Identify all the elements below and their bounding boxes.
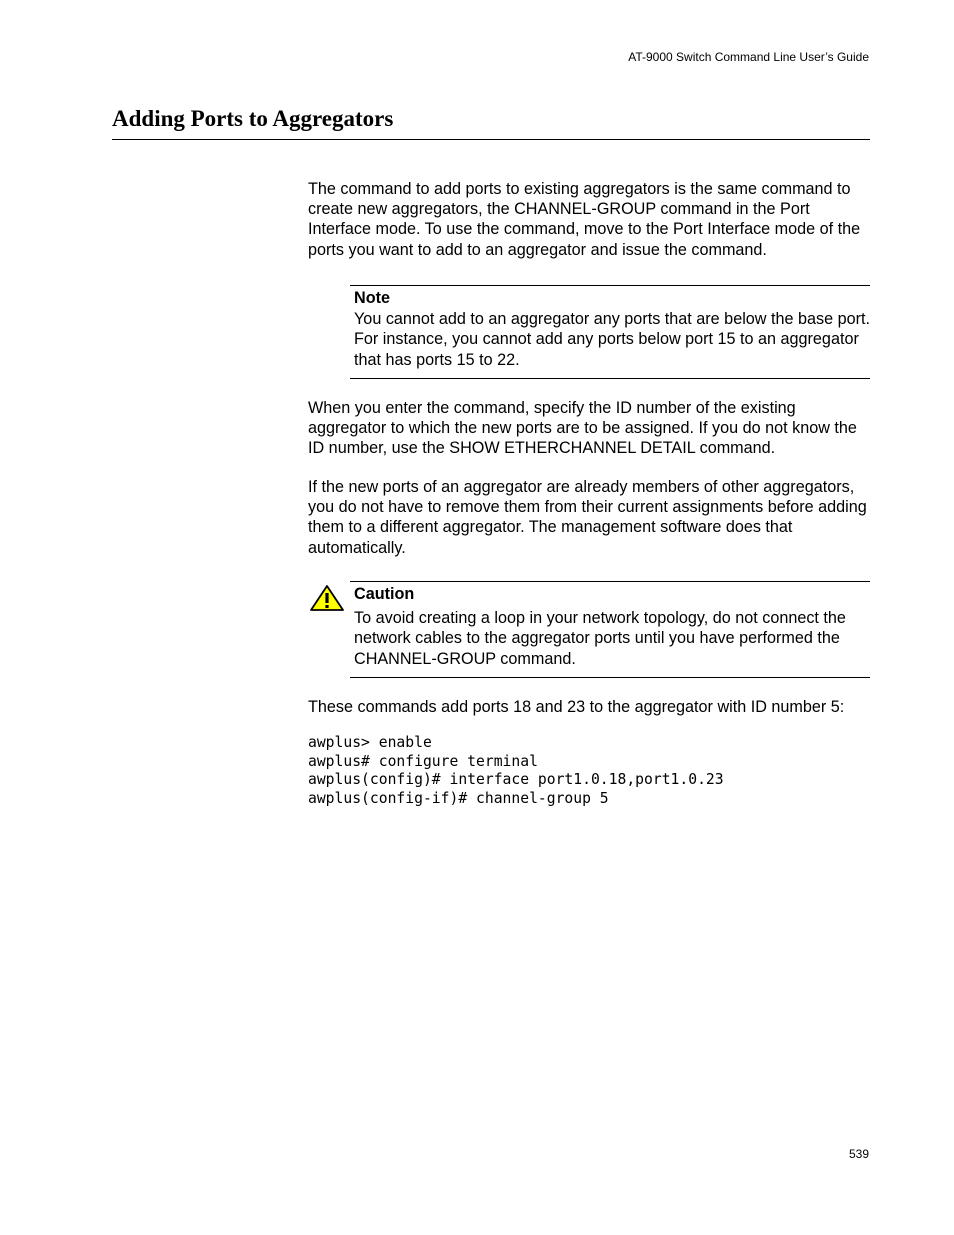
- specify-id-paragraph: When you enter the command, specify the ID number of the existing aggregator to which the new ports are to be assigned. If you do not know the ID number, use the SHOW ETHERCHANNEL DETAIL command.: [308, 399, 857, 458]
- page-number: 539: [848, 1147, 869, 1161]
- note-heading: Note: [354, 289, 390, 307]
- caution-icon: [309, 584, 345, 612]
- already-members-paragraph: If the new ports of an aggregator are already members of other aggregators, you do not have to remove them from their current assignments before adding them to a different aggregator. The management software does that automatically.: [308, 478, 867, 557]
- caution-heading: Caution: [354, 585, 415, 603]
- caution-box: [350, 581, 870, 678]
- title-rule: [112, 139, 870, 140]
- code-line: awplus# configure terminal: [308, 752, 538, 770]
- intro-paragraph: The command to add ports to existing aggregators is the same command to create new aggregators, the CHANNEL-GROUP command in the Port Interface mode. To use the command, move to the Port Interface mode of the ports you want to add to an aggregator and issue the command.: [308, 180, 861, 259]
- caution-body: To avoid creating a loop in your network topology, do not connect the network cables to the aggregator ports until you have performed the CHANNEL-GROUP command.: [354, 609, 846, 668]
- section-title: Adding Ports to Aggregators: [112, 106, 394, 131]
- example-intro-paragraph: These commands add ports 18 and 23 to the aggregator with ID number 5:: [308, 698, 845, 716]
- running-header: AT-9000 Switch Command Line User’s Guide: [628, 50, 869, 64]
- code-line: awplus> enable: [308, 734, 432, 751]
- code-line: awplus(config-if)# channel-group 5: [308, 790, 609, 808]
- code-line: awplus(config)# interface port1.0.18,port1.0.23: [308, 771, 724, 789]
- note-body: You cannot add to an aggregator any ports that are below the base port. For instance, you cannot add any ports below port 15 to an aggregator that has ports 15 to 22.: [354, 310, 870, 369]
- note-box: [350, 285, 870, 379]
- code-block: [308, 734, 724, 809]
